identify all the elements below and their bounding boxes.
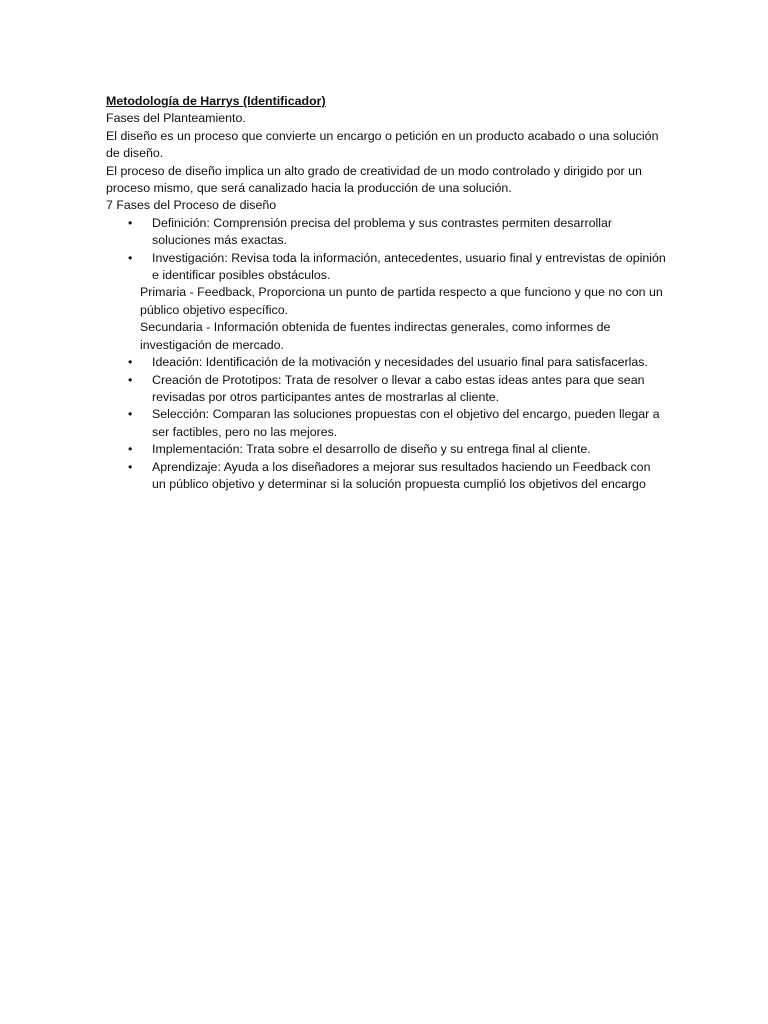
document-title: Metodología de Harrys (Identificador) <box>106 94 326 108</box>
bullet-icon: • <box>128 250 133 265</box>
bullet-icon: • <box>128 407 133 422</box>
sub-paragraph-secundaria: Secundaria - Información obtenida de fuentes indirectas generales, como informes de investigación de mercado. <box>140 320 611 352</box>
bullet-icon: • <box>128 372 133 387</box>
bullet-icon: • <box>128 442 133 457</box>
document-page <box>106 93 666 493</box>
sub-paragraph-primaria: Primaria - Feedback, Proporciona un punto de partida respecto a que funciono y que no con un público objetivo específico. <box>140 285 663 317</box>
bullet-icon: • <box>128 215 133 230</box>
list-item-seleccion <box>106 406 666 441</box>
list-item-aprendizaje <box>106 459 666 494</box>
list-item-prototipos <box>106 372 666 407</box>
phases-list-2 <box>106 354 666 493</box>
list-item-text: Creación de Prototipos: Trata de resolver o llevar a cabo estas ideas antes para que sean revisadas por otros participantes antes de mostrarlas al cliente. <box>152 372 645 404</box>
paragraph-fases-heading: 7 Fases del Proceso de diseño <box>106 198 277 213</box>
list-item-implementacion <box>106 441 666 458</box>
paragraph-definicion-diseno: El diseño es un proceso que convierte un encargo o petición en un producto acabado o una solución de diseño. <box>106 128 659 161</box>
bullet-icon: • <box>128 355 133 370</box>
list-item-definicion <box>106 215 666 250</box>
list-item-text: Implementación: Trata sobre el desarrollo de diseño y su entrega final al cliente. <box>152 442 591 457</box>
list-item-text: Aprendizaje: Ayuda a los diseñadores a mejorar sus resultados haciendo un Feedback con un público objetivo y determinar si la solución propuesta cumplió los objetivos del encargo <box>152 459 651 491</box>
phases-list-1 <box>106 215 666 285</box>
list-item-ideacion <box>106 354 666 371</box>
list-item-text: Ideación: Identificación de la motivación y necesidades del usuario final para satisfacerlas. <box>152 355 648 370</box>
list-item-text: Investigación: Revisa toda la información, antecedentes, usuario final y entrevistas de opinión e identificar posibles obstáculos. <box>152 250 666 283</box>
bullet-icon: • <box>128 459 133 474</box>
paragraph-proceso-diseno: El proceso de diseño implica un alto grado de creatividad de un modo controlado y dirigido por un proceso mismo, que será canalizado hacia la producción de una solución. <box>106 163 642 196</box>
list-item-investigacion <box>106 250 666 285</box>
list-item-text: Definición: Comprensión precisa del problema y sus contrastes permiten desarrollar soluciones más exactas. <box>152 215 613 248</box>
list-item-text: Selección: Comparan las soluciones propuestas con el objetivo del encargo, pueden llegar a ser factibles, pero no las mejores. <box>152 407 660 439</box>
paragraph-planteamiento: Fases del Planteamiento. <box>106 111 246 126</box>
